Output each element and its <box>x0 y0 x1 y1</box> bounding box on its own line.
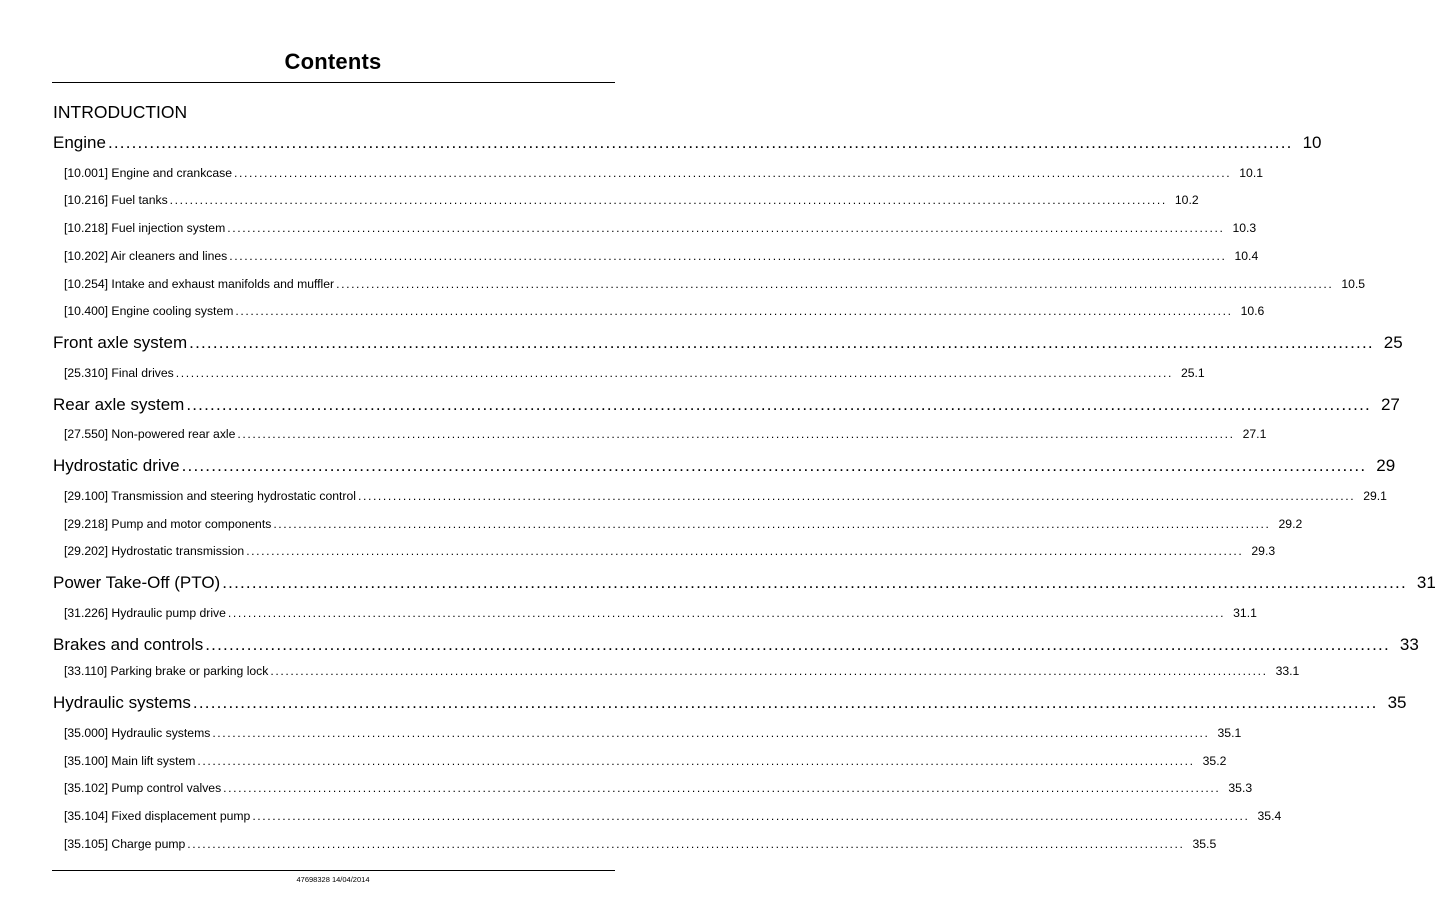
toc-entry-label: Hydraulic systems <box>53 693 191 712</box>
toc-section-entry[interactable] <box>64 221 1257 235</box>
toc-section-entry[interactable] <box>64 544 1276 558</box>
toc-section-entry[interactable] <box>64 606 1257 620</box>
dot-leader: ........................................................................................................................................................................................................ <box>187 837 1185 851</box>
dot-leader: ........................................................................................................................................................................................................ <box>357 489 1356 503</box>
toc-entry-label: [25.310] Final drives <box>64 366 174 380</box>
toc-entry-label: Rear axle system <box>53 395 185 414</box>
dot-leader: ........................................................................................................................................................................................................ <box>246 544 1244 558</box>
toc-chapter-entry[interactable] <box>53 133 1322 153</box>
toc-section-entry[interactable] <box>64 366 1205 380</box>
dot-leader: ........................................................................................................................................................................................................ <box>197 754 1195 768</box>
toc-section-entry[interactable] <box>64 837 1217 851</box>
toc-entry-page-number: 35.3 <box>1228 781 1253 795</box>
dot-leader: ........................................................................................................................................................................................................ <box>192 693 1378 712</box>
toc-entry-page-number: 10.1 <box>1239 166 1263 180</box>
toc-entry-label: [10.218] Fuel injection system <box>64 221 226 235</box>
dot-leader: ........................................................................................................................................................................................................ <box>227 221 1225 235</box>
toc-section-entry[interactable] <box>64 304 1265 318</box>
toc-section-entry[interactable] <box>64 249 1259 263</box>
toc-chapter-entry[interactable] <box>53 456 1396 476</box>
toc-entry-page-number: 10.2 <box>1174 193 1199 207</box>
toc-section-entry[interactable] <box>64 809 1282 823</box>
toc-entry-label: [35.104] Fixed displacement pump <box>64 809 251 823</box>
toc-entry-page-number: 35 <box>1387 693 1407 712</box>
toc-entry-label: [29.202] Hydrostatic transmission <box>64 544 245 558</box>
toc-entry-label: [29.100] Transmission and steering hydrostatic control <box>64 489 356 503</box>
toc-entry-label: Hydrostatic drive <box>53 456 180 475</box>
toc-entry-label: [27.550] Non-powered rear axle <box>64 427 236 441</box>
toc-entry-page-number: 29.2 <box>1278 517 1303 531</box>
toc-entry-label: Front axle system <box>53 333 188 352</box>
dot-leader: ........................................................................................................................................................................................................ <box>107 133 1293 152</box>
toc-section-entry[interactable] <box>64 427 1267 441</box>
toc-entry-label: [31.226] Hydraulic pump drive <box>64 606 226 620</box>
toc-entry-label: [35.102] Pump control valves <box>64 781 222 795</box>
toc-entry-label: [35.000] Hydraulic systems <box>64 726 211 740</box>
dot-leader: ........................................................................................................................................................................................................ <box>186 395 1371 414</box>
dot-leader: ........................................................................................................................................................................................................ <box>223 781 1221 795</box>
toc-entry-label: Engine <box>53 133 106 152</box>
toc-entry-label: [10.001] Engine and crankcase <box>64 166 233 180</box>
toc-entry-page-number: 31.1 <box>1233 606 1257 620</box>
toc-chapter-entry[interactable] <box>53 635 1419 655</box>
toc-entry-page-number: 10.3 <box>1232 221 1257 235</box>
toc-entry-label: [33.110] Parking brake or parking lock <box>64 664 269 678</box>
toc-section-entry[interactable] <box>64 489 1387 503</box>
toc-entry-page-number: 10.5 <box>1341 277 1366 291</box>
toc-entry-page-number: 35.5 <box>1192 837 1217 851</box>
toc-section-entry[interactable] <box>64 193 1199 207</box>
toc-entry-page-number: 31 <box>1416 573 1436 592</box>
toc-section-entry[interactable] <box>64 166 1263 180</box>
toc-entry-label: Power Take-Off (PTO) <box>53 573 221 592</box>
intro-heading: INTRODUCTION <box>53 102 188 122</box>
dot-leader: ........................................................................................................................................................................................................ <box>181 456 1367 475</box>
toc-section-entry[interactable] <box>64 781 1253 795</box>
toc-entry-label: [10.400] Engine cooling system <box>64 304 234 318</box>
toc-chapter-entry[interactable] <box>53 395 1400 415</box>
dot-leader: ........................................................................................................................................................................................................ <box>237 427 1235 441</box>
toc-entry-page-number: 33 <box>1399 635 1419 654</box>
toc-entry-page-number: 25 <box>1383 333 1403 352</box>
footer-divider <box>52 870 615 871</box>
dot-leader: ........................................................................................................................................................................................................ <box>252 809 1250 823</box>
toc-chapter-entry[interactable] <box>53 693 1407 713</box>
toc-section-entry[interactable] <box>64 277 1366 291</box>
toc-entry-page-number: 35.2 <box>1202 754 1227 768</box>
toc-entry-page-number: 29.1 <box>1363 489 1387 503</box>
toc-chapter-entry[interactable] <box>53 333 1403 353</box>
toc-entry-page-number: 27.1 <box>1242 427 1267 441</box>
page-title: Contents <box>284 49 382 74</box>
dot-leader: ........................................................................................................................................................................................................ <box>235 304 1233 318</box>
toc-entry-page-number: 29 <box>1376 456 1396 475</box>
toc-entry-label: Brakes and controls <box>53 635 204 654</box>
dot-leader: ........................................................................................................................................................................................................ <box>270 664 1268 678</box>
dot-leader: ........................................................................................................................................................................................................ <box>189 333 1374 352</box>
toc-entry-label: [10.202] Air cleaners and lines <box>64 249 228 263</box>
toc-section-entry[interactable] <box>64 726 1242 740</box>
dot-leader: ........................................................................................................................................................................................................ <box>234 166 1232 180</box>
toc-entry-page-number: 33.1 <box>1275 664 1300 678</box>
toc-entry-page-number: 10 <box>1302 133 1322 152</box>
dot-leader: ........................................................................................................................................................................................................ <box>227 606 1226 620</box>
dot-leader: ........................................................................................................................................................................................................ <box>273 517 1271 531</box>
toc-entry-page-number: 27 <box>1380 395 1400 414</box>
toc-entry-label: [35.105] Charge pump <box>64 837 186 851</box>
footer-doc-id: 47698328 14/04/2014 <box>296 875 370 884</box>
toc-section-entry[interactable] <box>64 517 1303 531</box>
toc-entry-label: [10.254] Intake and exhaust manifolds and muffler <box>64 277 335 291</box>
dot-leader: ........................................................................................................................................................................................................ <box>212 726 1210 740</box>
toc-entry-page-number: 35.4 <box>1257 809 1282 823</box>
toc-entry-page-number: 35.1 <box>1217 726 1242 740</box>
dot-leader: ........................................................................................................................................................................................................ <box>229 249 1227 263</box>
toc-entry-label: [29.218] Pump and motor components <box>64 517 272 531</box>
toc-chapter-entry[interactable] <box>53 573 1436 593</box>
toc-entry-page-number: 25.1 <box>1180 366 1205 380</box>
toc-entry-page-number: 29.3 <box>1251 544 1276 558</box>
toc-entry-label: [10.216] Fuel tanks <box>64 193 168 207</box>
toc-entry-label: [35.100] Main lift system <box>64 754 196 768</box>
dot-leader: ........................................................................................................................................................................................................ <box>169 193 1167 207</box>
toc-entry-page-number: 10.4 <box>1234 249 1259 263</box>
toc-section-entry[interactable] <box>64 754 1227 768</box>
dot-leader: ........................................................................................................................................................................................................ <box>222 573 1407 592</box>
dot-leader: ........................................................................................................................................................................................................ <box>205 635 1390 654</box>
dot-leader: ........................................................................................................................................................................................................ <box>336 277 1334 291</box>
toc-entry-page-number: 10.6 <box>1240 304 1265 318</box>
toc-section-entry[interactable] <box>64 664 1300 678</box>
dot-leader: ........................................................................................................................................................................................................ <box>175 366 1173 380</box>
